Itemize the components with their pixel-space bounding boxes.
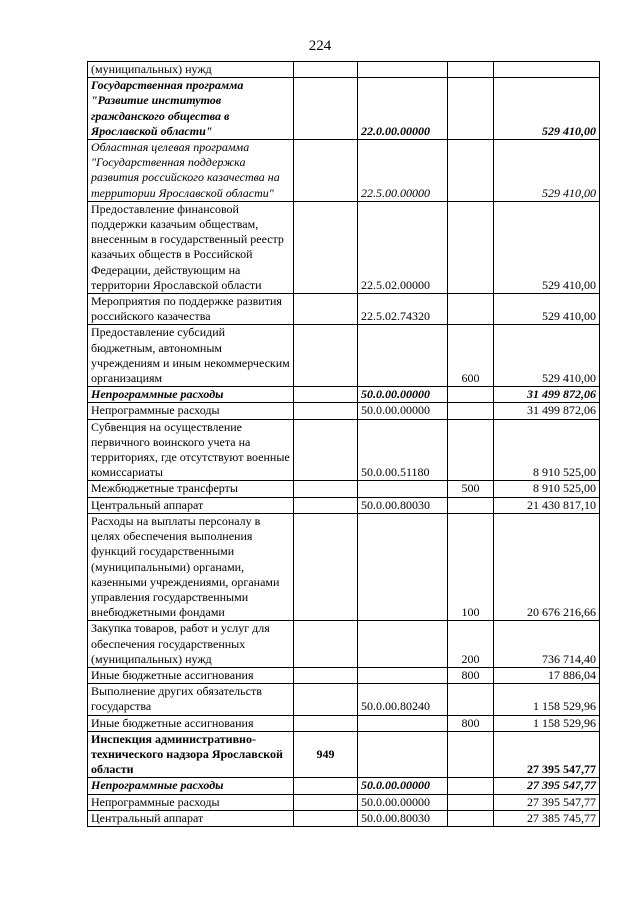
row-name-cell: Закупка товаров, работ и услуг для обеспечения государственных (муниципальных) нужд	[88, 621, 294, 668]
row-target-article-cell	[358, 731, 448, 778]
row-amount-cell: 1 158 529,96	[494, 715, 600, 731]
row-admin-code-cell: 949	[294, 731, 358, 778]
row-admin-code-cell	[294, 621, 358, 668]
row-admin-code-cell	[294, 201, 358, 293]
row-admin-code-cell	[294, 794, 358, 810]
row-name-cell: Мероприятия по поддержке развития российского казачества	[88, 294, 294, 325]
row-name-cell: Расходы на выплаты персоналу в целях обеспечения выполнения функций государственными (муниципальными) органами, казенными учреждениями, органами управления государственными внебюджетными фондами	[88, 513, 294, 620]
row-name-cell: Непрограммные расходы	[88, 794, 294, 810]
row-name-cell: Непрограммные расходы	[88, 403, 294, 419]
table-row	[88, 810, 600, 826]
row-name-cell: Субвенция на осуществление первичного воинского учета на территориях, где отсутствуют военные комиссариаты	[88, 419, 294, 481]
table-row	[88, 731, 600, 778]
row-name-cell: Инспекция административно-технического надзора Ярославской области	[88, 731, 294, 778]
row-target-article-cell: 50.0.00.00000	[358, 403, 448, 419]
row-amount-cell: 529 410,00	[494, 201, 600, 293]
row-expense-type-cell	[448, 78, 494, 140]
row-target-article-cell	[358, 667, 448, 683]
row-name-cell: Областная целевая программа "Государственная поддержка развития российского казачества на территории Ярославской области"	[88, 140, 294, 202]
row-name-cell: Предоставление финансовой поддержки казачьим обществам, внесенным в государственный реестр казачьих обществ в Российской Федерации, действующим на территории Ярославской области	[88, 201, 294, 293]
row-amount-cell: 529 410,00	[494, 325, 600, 387]
row-target-article-cell	[358, 621, 448, 668]
row-target-article-cell: 50.0.00.00000	[358, 387, 448, 403]
row-admin-code-cell	[294, 481, 358, 497]
row-name-cell: (муниципальных) нужд	[88, 62, 294, 78]
row-admin-code-cell	[294, 387, 358, 403]
table-row	[88, 621, 600, 668]
row-admin-code-cell	[294, 810, 358, 826]
row-amount-cell: 736 714,40	[494, 621, 600, 668]
row-admin-code-cell	[294, 325, 358, 387]
row-admin-code-cell	[294, 62, 358, 78]
table-row	[88, 497, 600, 513]
row-name-cell: Государственная программа "Развитие институтов гражданского общества в Ярославской области"	[88, 78, 294, 140]
row-expense-type-cell	[448, 810, 494, 826]
row-name-cell: Непрограммные расходы	[88, 387, 294, 403]
table-row	[88, 62, 600, 78]
row-target-article-cell: 50.0.00.51180	[358, 419, 448, 481]
row-expense-type-cell	[448, 419, 494, 481]
row-amount-cell: 17 886,04	[494, 667, 600, 683]
row-admin-code-cell	[294, 403, 358, 419]
row-admin-code-cell	[294, 140, 358, 202]
row-admin-code-cell	[294, 667, 358, 683]
table-row	[88, 294, 600, 325]
row-expense-type-cell: 100	[448, 513, 494, 620]
table-row	[88, 387, 600, 403]
row-expense-type-cell	[448, 294, 494, 325]
row-target-article-cell: 50.0.00.80030	[358, 810, 448, 826]
table-row	[88, 78, 600, 140]
row-target-article-cell	[358, 715, 448, 731]
row-admin-code-cell	[294, 684, 358, 715]
table-row	[88, 684, 600, 715]
row-amount-cell: 8 910 525,00	[494, 419, 600, 481]
row-amount-cell: 27 395 547,77	[494, 778, 600, 794]
row-expense-type-cell	[448, 62, 494, 78]
row-admin-code-cell	[294, 497, 358, 513]
table-row	[88, 778, 600, 794]
row-name-cell: Центральный аппарат	[88, 810, 294, 826]
row-expense-type-cell: 800	[448, 667, 494, 683]
row-amount-cell: 31 499 872,06	[494, 403, 600, 419]
row-amount-cell: 27 395 547,77	[494, 731, 600, 778]
table-row	[88, 794, 600, 810]
row-expense-type-cell	[448, 387, 494, 403]
table-row	[88, 201, 600, 293]
row-target-article-cell	[358, 325, 448, 387]
row-target-article-cell	[358, 513, 448, 620]
row-amount-cell: 529 410,00	[494, 294, 600, 325]
row-expense-type-cell	[448, 731, 494, 778]
row-amount-cell: 1 158 529,96	[494, 684, 600, 715]
row-expense-type-cell	[448, 140, 494, 202]
row-amount-cell: 27 395 547,77	[494, 794, 600, 810]
row-target-article-cell	[358, 481, 448, 497]
row-amount-cell: 27 385 745,77	[494, 810, 600, 826]
row-name-cell: Центральный аппарат	[88, 497, 294, 513]
row-name-cell: Иные бюджетные ассигнования	[88, 715, 294, 731]
row-amount-cell	[494, 62, 600, 78]
row-admin-code-cell	[294, 78, 358, 140]
row-admin-code-cell	[294, 419, 358, 481]
table-row	[88, 419, 600, 481]
row-expense-type-cell	[448, 684, 494, 715]
row-target-article-cell: 50.0.00.00000	[358, 778, 448, 794]
row-target-article-cell: 22.0.00.00000	[358, 78, 448, 140]
row-expense-type-cell: 500	[448, 481, 494, 497]
row-name-cell: Межбюджетные трансферты	[88, 481, 294, 497]
row-amount-cell: 21 430 817,10	[494, 497, 600, 513]
row-name-cell: Предоставление субсидий бюджетным, автономным учреждениям и иным некоммерческим организациям	[88, 325, 294, 387]
row-name-cell: Иные бюджетные ассигнования	[88, 667, 294, 683]
table-row	[88, 715, 600, 731]
row-admin-code-cell	[294, 778, 358, 794]
row-target-article-cell	[358, 62, 448, 78]
row-expense-type-cell	[448, 794, 494, 810]
row-expense-type-cell: 600	[448, 325, 494, 387]
table-row	[88, 140, 600, 202]
row-expense-type-cell	[448, 497, 494, 513]
row-target-article-cell: 50.0.00.00000	[358, 794, 448, 810]
budget-table-body	[88, 62, 600, 827]
row-amount-cell: 20 676 216,66	[494, 513, 600, 620]
table-row	[88, 513, 600, 620]
row-admin-code-cell	[294, 294, 358, 325]
row-target-article-cell: 22.5.02.00000	[358, 201, 448, 293]
row-admin-code-cell	[294, 513, 358, 620]
row-admin-code-cell	[294, 715, 358, 731]
table-row	[88, 403, 600, 419]
row-target-article-cell: 22.5.00.00000	[358, 140, 448, 202]
row-expense-type-cell: 800	[448, 715, 494, 731]
row-amount-cell: 529 410,00	[494, 78, 600, 140]
row-amount-cell: 8 910 525,00	[494, 481, 600, 497]
row-target-article-cell: 50.0.00.80030	[358, 497, 448, 513]
row-target-article-cell: 22.5.02.74320	[358, 294, 448, 325]
row-expense-type-cell	[448, 201, 494, 293]
row-expense-type-cell	[448, 778, 494, 794]
row-amount-cell: 31 499 872,06	[494, 387, 600, 403]
table-row	[88, 667, 600, 683]
budget-table	[87, 61, 600, 827]
row-expense-type-cell: 200	[448, 621, 494, 668]
page-number: 224	[308, 38, 332, 54]
table-row	[88, 481, 600, 497]
row-name-cell: Выполнение других обязательств государства	[88, 684, 294, 715]
row-target-article-cell: 50.0.00.80240	[358, 684, 448, 715]
row-expense-type-cell	[448, 403, 494, 419]
table-row	[88, 325, 600, 387]
row-name-cell: Непрограммные расходы	[88, 778, 294, 794]
row-amount-cell: 529 410,00	[494, 140, 600, 202]
